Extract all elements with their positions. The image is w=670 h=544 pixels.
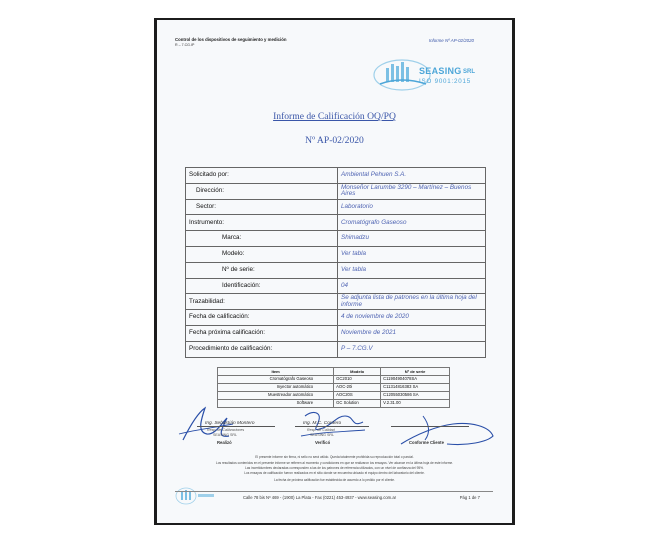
info-value: 04 xyxy=(338,278,486,294)
legal-note-1: El presente informe sin firma, ni sello no será válido. Queda totalmente prohibida su reproducción total o parcial. xyxy=(255,455,414,459)
equipment-cell: Software xyxy=(218,400,334,408)
legal-note-3: Las incertidumbres declaradas corresponden a las de los patrones de referencia utilizados, con un nivel de confianza del 95%. xyxy=(245,466,424,470)
info-label: Marca: xyxy=(186,231,338,247)
report-subtitle: Nº AP-02/2020 xyxy=(305,135,364,146)
equipment-cell: GC2010 xyxy=(334,376,381,384)
footer-page-number: Pág 1 de 7 xyxy=(459,495,480,500)
info-value: Noviembre de 2021 xyxy=(338,325,486,341)
info-label: Modelo: xyxy=(186,246,338,262)
report-title: Informe de Calificación OQ/PQ xyxy=(273,111,396,122)
info-value: Cromatógrafo Gaseoso xyxy=(338,215,486,231)
info-label: Instrumento: xyxy=(186,215,338,231)
equipment-row xyxy=(218,384,450,392)
signature-2-org: SEASING SRL xyxy=(310,433,334,437)
info-row xyxy=(186,246,486,262)
logo-suffix: SRL xyxy=(463,69,475,75)
info-value: Monseñor Larumbe 3290 – Martínez – Buenos Aires xyxy=(338,183,486,199)
info-label: Trazabilidad: xyxy=(186,294,338,310)
signature-1-action: Realizó xyxy=(217,440,232,445)
info-row xyxy=(186,294,486,310)
signature-1-org: SEASING SRL xyxy=(213,433,237,437)
equipment-cell: AOC20S xyxy=(334,392,381,400)
info-value: 4 de noviembre de 2020 xyxy=(338,310,486,326)
header-doc-title: Control de los dispositivos de seguimiento y medición xyxy=(175,37,287,42)
footer-divider xyxy=(175,491,493,492)
info-row xyxy=(186,199,486,215)
info-value: Se adjunta lista de patrones en la última hoja del informe xyxy=(338,294,486,310)
equipment-cell: C11314816383 SA xyxy=(381,384,450,392)
header-doc-code: R – 7.CG.IP xyxy=(175,43,195,47)
equipment-row xyxy=(218,392,450,400)
equipment-cell: V.2.31.00 xyxy=(381,400,450,408)
info-label: Sector: xyxy=(186,199,338,215)
info-row xyxy=(186,341,486,357)
equipment-cell: GC Solution xyxy=(334,400,381,408)
equipment-header-model: Modelo xyxy=(334,368,381,376)
info-row xyxy=(186,215,486,231)
signature-2-role: Resp. de Calidad xyxy=(307,428,335,432)
equipment-cell: Muestreador automático xyxy=(218,392,334,400)
info-label: Nº de serie: xyxy=(186,262,338,278)
info-value: Ambiental Pehuen S.A. xyxy=(338,168,486,184)
info-value: P – 7.CG.V xyxy=(338,341,486,357)
equipment-cell: C12055030586 SA xyxy=(381,392,450,400)
info-value: Ver tabla xyxy=(338,262,486,278)
info-label: Fecha de calificación: xyxy=(186,310,338,326)
signature-3-line xyxy=(391,426,469,427)
logo-iso: ISO 9001:2015 xyxy=(419,78,472,85)
signature-3-action: Conforme Cliente xyxy=(409,440,444,445)
info-row xyxy=(186,262,486,278)
logo-name: SEASING xyxy=(419,66,462,76)
equipment-cell: Inyector automático xyxy=(218,384,334,392)
legal-note-2: Los resultados contenidos en el presente informe se refieren al momento y condiciones en que se realizaron los ensayos. Ver alcance en la última hoja de este informe. xyxy=(215,461,454,465)
info-label: Fecha próxima calificación: xyxy=(186,325,338,341)
info-table xyxy=(185,167,486,358)
info-label: Dirección: xyxy=(186,183,338,199)
footer-address: Calle 78 bis Nº 469 - (1900) La Plata - Fax (0221) 453-4937 - www.seasing.com.ar xyxy=(243,495,397,500)
info-label: Solicitado por: xyxy=(186,168,338,184)
info-value: Ver tabla xyxy=(338,246,486,262)
header-report-number: Informe Nº AP-02/2020 xyxy=(428,38,474,43)
equipment-row xyxy=(218,376,450,384)
equipment-cell: C11904904078SA xyxy=(381,376,450,384)
info-row xyxy=(186,183,486,199)
equipment-header-item: Item xyxy=(218,368,334,376)
equipment-header-serial: Nº de serie xyxy=(381,368,450,376)
equipment-cell: Cromatógrafo Gaseoso xyxy=(218,376,334,384)
signature-1-name: Ing. Sebastián Montero xyxy=(205,421,255,426)
footer-logo-icon xyxy=(175,486,217,506)
equipment-cell: AOC-20i xyxy=(334,384,381,392)
signature-2-name: Ing. M.C. Cordero xyxy=(303,421,342,426)
document-page xyxy=(157,20,512,523)
info-value: Shimadzu xyxy=(338,231,486,247)
info-row xyxy=(186,231,486,247)
legal-note-4: Los ensayos de calificación fueron realizados en el sitio donde se encuentra ubicado el equipo dentro del laboratorio del cliente. xyxy=(244,471,425,475)
info-label: Procedimiento de calificación: xyxy=(186,341,338,357)
legal-note-5: La fecha de próxima calificación fue establecida de acuerdo a lo pedido por el cliente. xyxy=(274,478,395,482)
info-row xyxy=(186,278,486,294)
info-label: Identificación: xyxy=(186,278,338,294)
signature-2-action: Verificó xyxy=(315,440,331,445)
info-row xyxy=(186,325,486,341)
equipment-table xyxy=(217,367,450,408)
info-value: Laboratorio xyxy=(338,199,486,215)
info-row xyxy=(186,310,486,326)
signature-1-role: Resp. de Calibraciones xyxy=(207,428,245,432)
info-row xyxy=(186,168,486,184)
